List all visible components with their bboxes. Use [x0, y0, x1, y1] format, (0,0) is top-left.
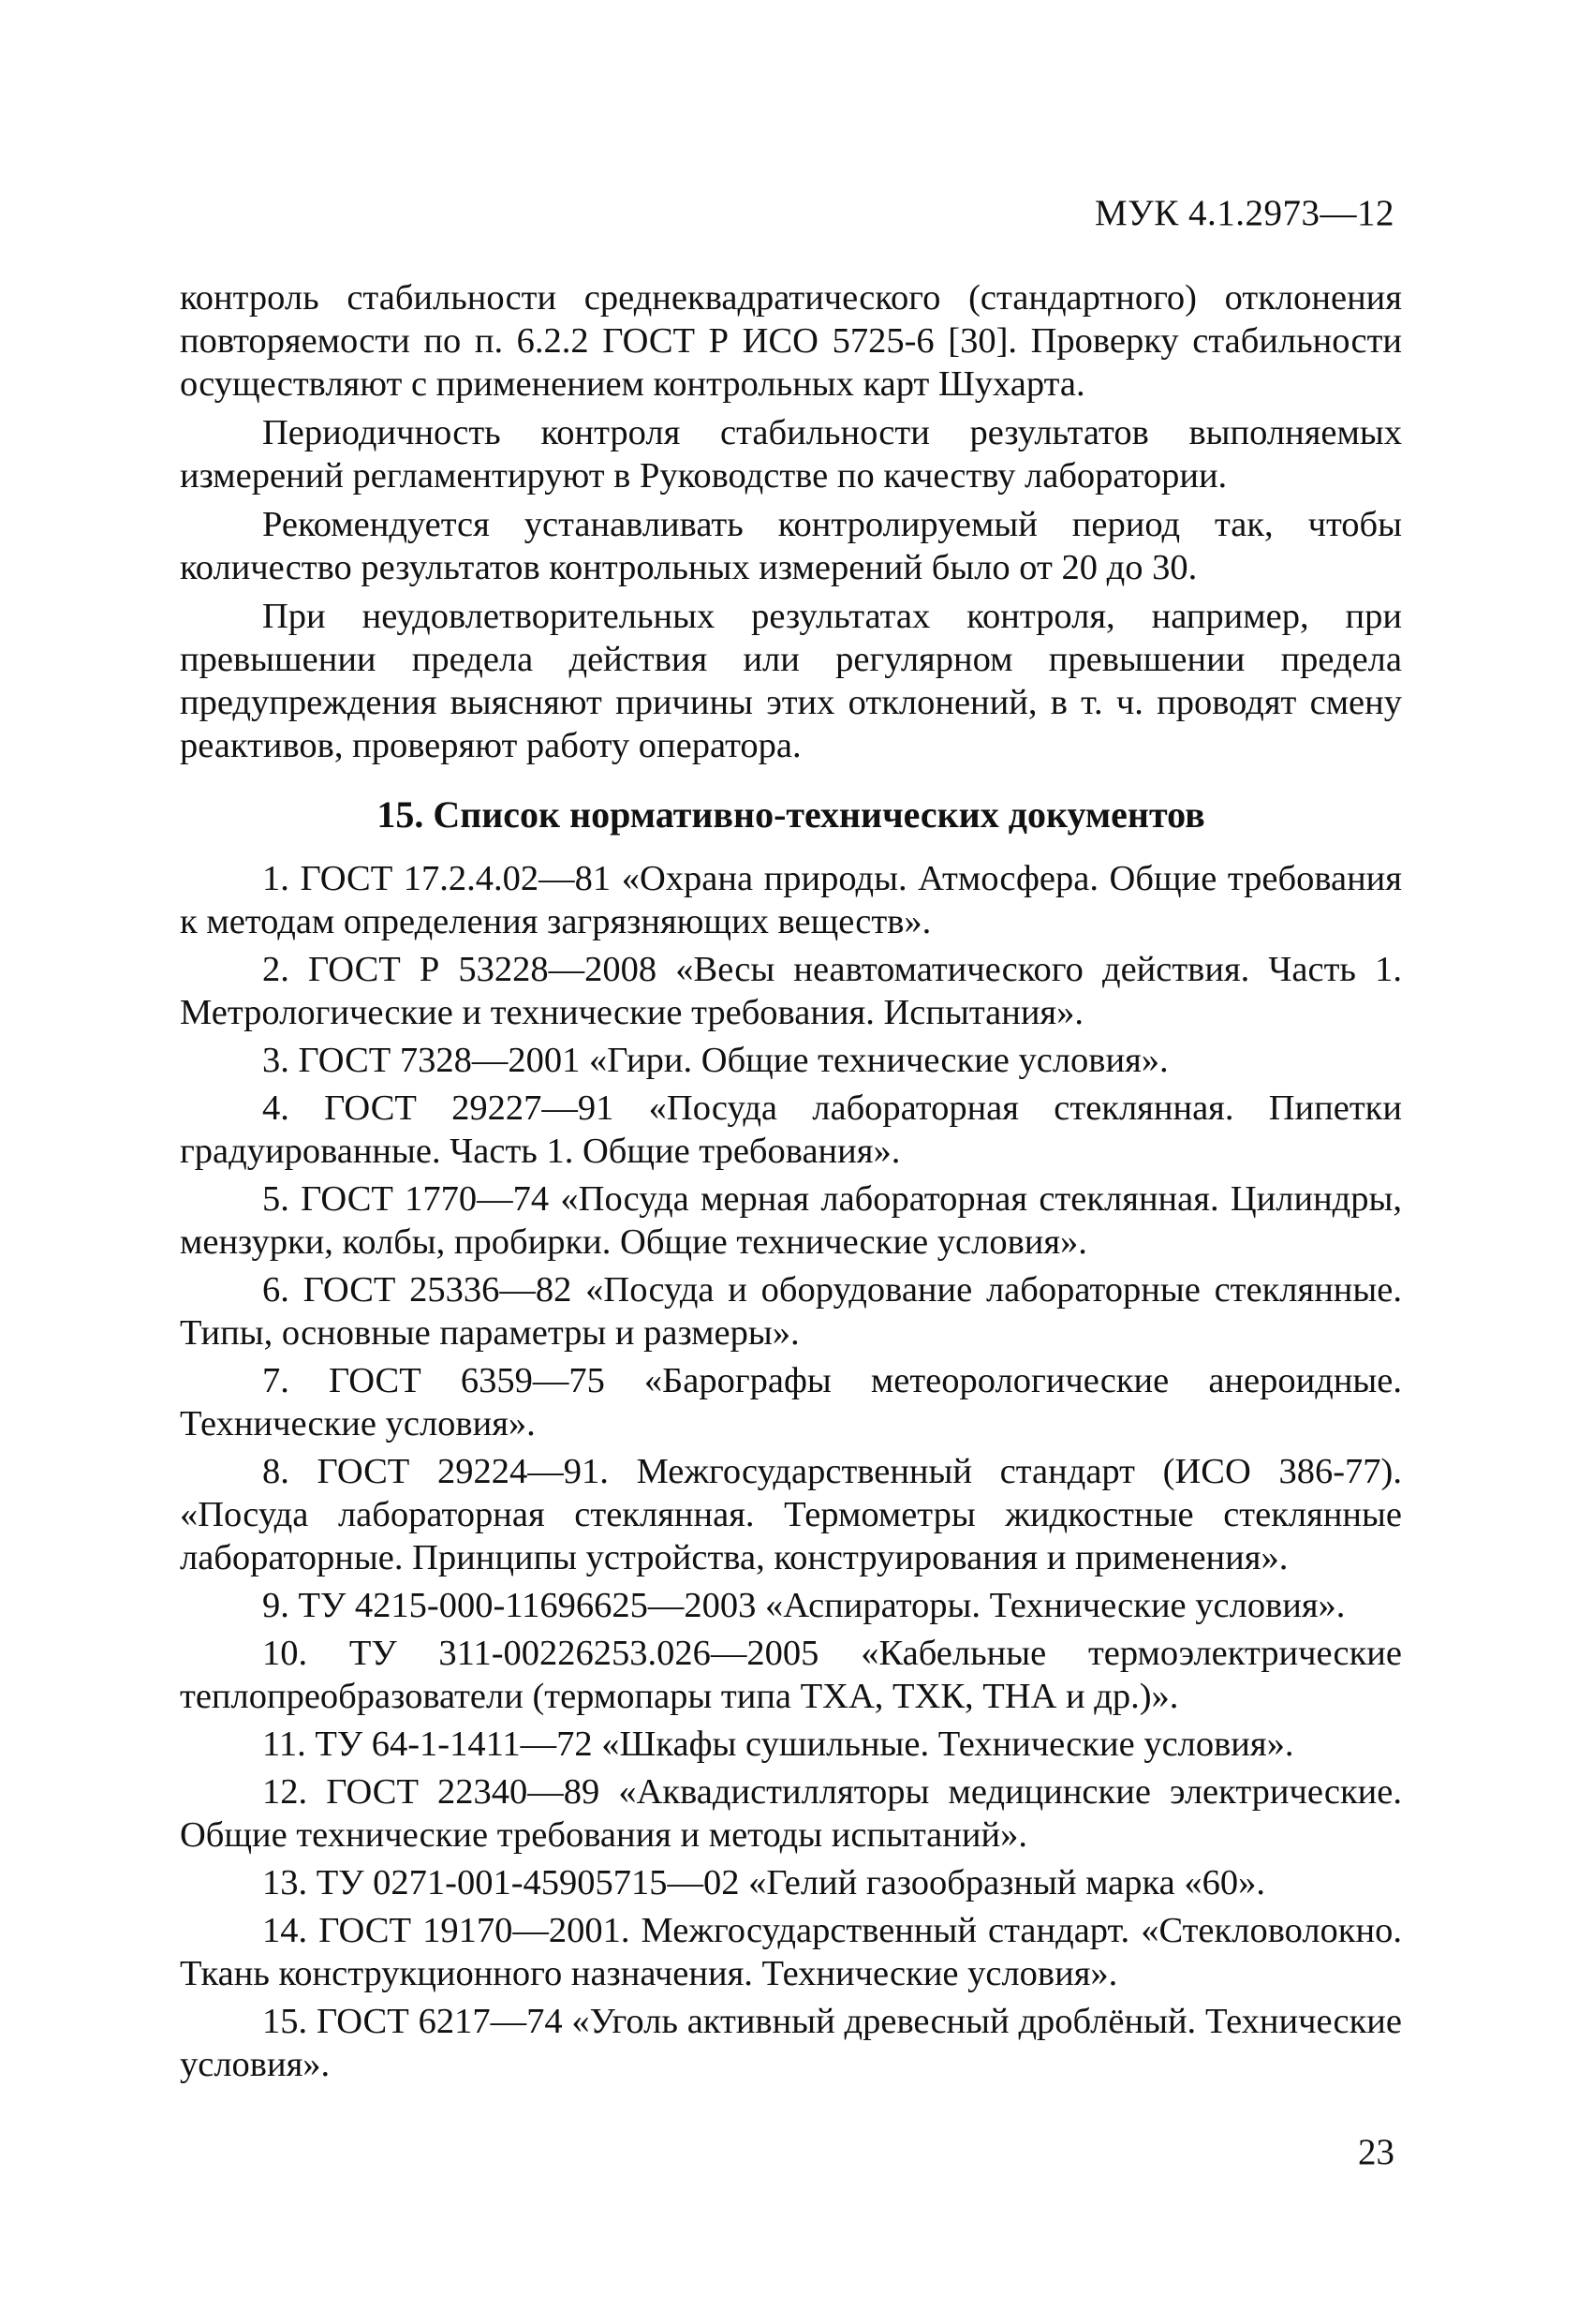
documents-list	[180, 857, 1402, 2086]
list-item: 3. ГОСТ 7328—2001 «Гири. Общие технические условия».	[262, 1041, 1169, 1080]
paragraph-1: контроль стабильности среднеквадратического (стандартного) отклонения повторяемости по п. 6.2.2 ГОСТ Р ИСО 5725-6 [30]. Проверку стабильности осуществляют с применением контрольных карт Шухарта.	[180, 278, 1402, 404]
list-item: 15. ГОСТ 6217—74 «Уголь активный древесный дроблёный. Технические условия».	[180, 2002, 1402, 2084]
list-item: 10. ТУ 311-00226253.026—2005 «Кабельные термоэлектрические теплопреобразователи (термопары типа ТХА, ТХК, ТНА и др.)».	[180, 1634, 1402, 1716]
list-item: 2. ГОСТ Р 53228—2008 «Весы неавтоматического действия. Часть 1. Метрологические и технические требования. Испытания».	[180, 950, 1402, 1032]
list-item: 12. ГОСТ 22340—89 «Аквадистилляторы медицинские электрические. Общие технические требования и методы испытаний».	[180, 1772, 1402, 1855]
paragraph-3: Рекомендуется устанавливать контролируемый период так, чтобы количество результатов контрольных измерений было от 20 до 30.	[180, 505, 1402, 587]
section-title: 15. Список нормативно-технических документов	[376, 793, 1205, 836]
page-number: 23	[1358, 2132, 1394, 2172]
list-item: 7. ГОСТ 6359—75 «Барографы метеорологические анероидные. Технические условия».	[180, 1361, 1402, 1443]
paragraph-4: При неудовлетворительных результатах контроля, например, при превышении предела действия или регулярном превышении предела предупреждения выясняют причины этих отклонений, в т. ч. проводят смену реактивов, проверяют работу оператора.	[180, 597, 1402, 765]
list-item: 5. ГОСТ 1770—74 «Посуда мерная лабораторная стеклянная. Цилиндры, мензурки, колбы, пробирки. Общие технические условия».	[180, 1179, 1402, 1262]
list-item: 6. ГОСТ 25336—82 «Посуда и оборудование лабораторные стеклянные. Типы, основные параметры и размеры».	[180, 1270, 1402, 1353]
list-item: 14. ГОСТ 19170—2001. Межгосударственный стандарт. «Стекловолокно. Ткань конструкционного назначения. Технические условия».	[180, 1911, 1402, 1993]
list-item: 9. ТУ 4215-000-11696625—2003 «Аспираторы. Технические условия».	[262, 1586, 1346, 1625]
page-content	[180, 276, 1402, 2091]
paragraph-2: Периодичность контроля стабильности результатов выполняемых измерений регламентируют в Руководстве по качеству лаборатории.	[180, 413, 1402, 496]
list-item: 1. ГОСТ 17.2.4.02—81 «Охрана природы. Атмосфера. Общие требования к методам определения загрязняющих веществ».	[180, 859, 1402, 941]
list-item: 13. ТУ 0271-001-45905715—02 «Гелий газообразный марка «60».	[262, 1863, 1265, 1902]
list-item: 11. ТУ 64-1-1411—72 «Шкафы сушильные. Технические условия».	[262, 1724, 1294, 1764]
document-code: МУК 4.1.2973—12	[1094, 193, 1394, 233]
list-item: 4. ГОСТ 29227—91 «Посуда лабораторная стеклянная. Пипетки градуированные. Часть 1. Общие требования».	[180, 1088, 1402, 1171]
list-item: 8. ГОСТ 29224—91. Межгосударственный стандарт (ИСО 386-77). «Посуда лабораторная стеклянная. Термометры жидкостные стеклянные лабораторные. Принципы устройства, конструирования и применения».	[180, 1452, 1402, 1577]
